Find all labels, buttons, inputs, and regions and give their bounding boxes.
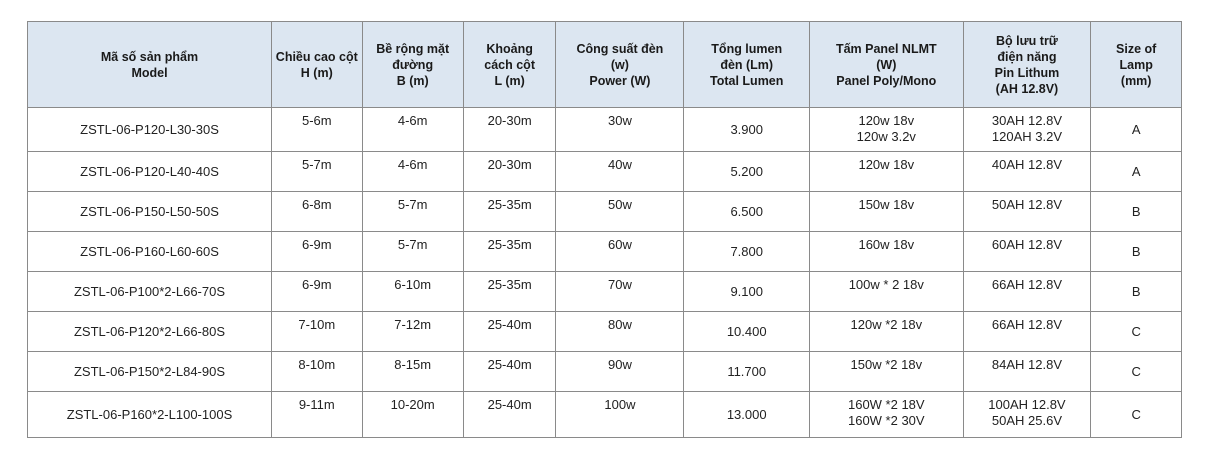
- header-text-line: L (m): [494, 73, 525, 88]
- lumen-cell: 10.400: [684, 312, 810, 352]
- header-solar-panel: [810, 22, 963, 108]
- panel-cell: [810, 108, 963, 152]
- panel-cell-line: 120w *2 18v: [850, 317, 923, 332]
- road-width-cell: 5-7m: [362, 192, 463, 232]
- header-text-line: cách cột: [484, 57, 535, 72]
- header-text-line: đèn (Lm): [720, 57, 774, 72]
- header-text-line: Tổng lumen: [711, 41, 783, 56]
- battery-cell-line: 100AH 12.8V: [988, 397, 1066, 412]
- distance-cell: 25-35m: [463, 272, 556, 312]
- battery-cell-line: 40AH 12.8V: [991, 157, 1062, 172]
- table-row: [28, 232, 1182, 272]
- panel-cell-line: 120w 3.2v: [856, 129, 916, 144]
- battery-cell: [963, 232, 1091, 272]
- road-width-cell: 4-6m: [362, 152, 463, 192]
- battery-cell-line: 60AH 12.8V: [991, 237, 1062, 252]
- panel-cell-line: 160W *2 18V: [847, 397, 925, 412]
- header-battery: [963, 22, 1091, 108]
- model-cell: ZSTL-06-P120*2-L66-80S: [28, 312, 272, 352]
- table-row: [28, 272, 1182, 312]
- size-cell: C: [1091, 392, 1182, 438]
- battery-cell: [963, 152, 1091, 192]
- header-lamp-power: [556, 22, 684, 108]
- distance-cell: 20-30m: [463, 108, 556, 152]
- panel-cell: [810, 312, 963, 352]
- panel-cell: [810, 192, 963, 232]
- lumen-cell: 9.100: [684, 272, 810, 312]
- height-cell: 5-6m: [272, 108, 363, 152]
- lumen-cell: 6.500: [684, 192, 810, 232]
- battery-cell: [963, 192, 1091, 232]
- road-width-cell: 6-10m: [362, 272, 463, 312]
- spec-table: [27, 21, 1182, 438]
- panel-cell: [810, 392, 963, 438]
- table-row: [28, 152, 1182, 192]
- header-total-lumen: [684, 22, 810, 108]
- header-road-width: [362, 22, 463, 108]
- header-text-line: Bộ lưu trữ: [996, 33, 1058, 48]
- panel-cell-line: 150w 18v: [858, 197, 915, 212]
- battery-cell-line: 120AH 3.2V: [991, 129, 1062, 144]
- model-cell: ZSTL-06-P150-L50-50S: [28, 192, 272, 232]
- battery-cell-line: 50AH 25.6V: [991, 413, 1062, 428]
- distance-cell: 25-40m: [463, 392, 556, 438]
- header-text-line: Mã số sản phẩm: [100, 49, 199, 64]
- distance-cell: 20-30m: [463, 152, 556, 192]
- header-text-line: Khoảng: [486, 41, 533, 56]
- model-cell: ZSTL-06-P120-L40-40S: [28, 152, 272, 192]
- model-cell: ZSTL-06-P150*2-L84-90S: [28, 352, 272, 392]
- panel-cell-line: 120w 18v: [858, 157, 915, 172]
- distance-cell: 25-35m: [463, 232, 556, 272]
- power-cell: 80w: [556, 312, 684, 352]
- header-lamp-size: [1091, 22, 1182, 108]
- panel-cell: [810, 152, 963, 192]
- table-body: [28, 108, 1182, 438]
- power-cell: 50w: [556, 192, 684, 232]
- battery-cell: [963, 352, 1091, 392]
- table-row: [28, 192, 1182, 232]
- battery-cell-line: 66AH 12.8V: [991, 317, 1062, 332]
- power-cell: 60w: [556, 232, 684, 272]
- power-cell: 40w: [556, 152, 684, 192]
- header-text-line: (w): [610, 57, 629, 72]
- power-cell: 100w: [556, 392, 684, 438]
- height-cell: 6-9m: [272, 232, 363, 272]
- header-text-line: đường: [392, 57, 434, 72]
- header-text-line: Tấm Panel NLMT: [835, 41, 937, 56]
- size-cell: C: [1091, 312, 1182, 352]
- size-cell: C: [1091, 352, 1182, 392]
- table-row: [28, 312, 1182, 352]
- size-cell: B: [1091, 192, 1182, 232]
- height-cell: 9-11m: [272, 392, 363, 438]
- battery-cell-line: 84AH 12.8V: [991, 357, 1062, 372]
- header-text-line: Total Lumen: [710, 73, 784, 88]
- power-cell: 30w: [556, 108, 684, 152]
- header-text-line: B (m): [396, 73, 429, 88]
- header-text-line: Pin Lithum: [994, 65, 1060, 80]
- panel-cell: [810, 232, 963, 272]
- road-width-cell: 8-15m: [362, 352, 463, 392]
- battery-cell-line: 30AH 12.8V: [991, 113, 1062, 128]
- header-text-line: Model: [131, 65, 168, 80]
- battery-cell-line: 50AH 12.8V: [991, 197, 1062, 212]
- height-cell: 7-10m: [272, 312, 363, 352]
- header-text-line: (W): [876, 57, 897, 72]
- panel-cell-line: 160w 18v: [858, 237, 915, 252]
- table-row: [28, 392, 1182, 438]
- spec-table-container: [27, 21, 1182, 438]
- model-cell: ZSTL-06-P100*2-L66-70S: [28, 272, 272, 312]
- header-height: [272, 22, 363, 108]
- panel-cell: [810, 272, 963, 312]
- height-cell: 8-10m: [272, 352, 363, 392]
- header-text-line: Panel Poly/Mono: [836, 73, 937, 88]
- table-row: [28, 108, 1182, 152]
- battery-cell-line: 66AH 12.8V: [991, 277, 1062, 292]
- header-text-line: Bề rộng mặt: [376, 41, 450, 56]
- panel-cell-line: 100w * 2 18v: [848, 277, 924, 292]
- lumen-cell: 7.800: [684, 232, 810, 272]
- size-cell: B: [1091, 232, 1182, 272]
- lumen-cell: 13.000: [684, 392, 810, 438]
- header-text-line: H (m): [300, 65, 333, 80]
- table-row: [28, 352, 1182, 392]
- header-model: [28, 22, 272, 108]
- battery-cell: [963, 108, 1091, 152]
- road-width-cell: 10-20m: [362, 392, 463, 438]
- size-cell: B: [1091, 272, 1182, 312]
- header-text-line: (AH 12.8V): [995, 81, 1059, 96]
- lumen-cell: 3.900: [684, 108, 810, 152]
- road-width-cell: 5-7m: [362, 232, 463, 272]
- power-cell: 70w: [556, 272, 684, 312]
- header-text-line: Power (W): [589, 73, 651, 88]
- battery-cell: [963, 312, 1091, 352]
- header-text-line: điện năng: [997, 49, 1057, 64]
- battery-cell: [963, 392, 1091, 438]
- model-cell: ZSTL-06-P120-L30-30S: [28, 108, 272, 152]
- distance-cell: 25-35m: [463, 192, 556, 232]
- distance-cell: 25-40m: [463, 352, 556, 392]
- panel-cell-line: 150w *2 18v: [850, 357, 923, 372]
- size-cell: A: [1091, 108, 1182, 152]
- size-cell: A: [1091, 152, 1182, 192]
- panel-cell: [810, 352, 963, 392]
- road-width-cell: 4-6m: [362, 108, 463, 152]
- power-cell: 90w: [556, 352, 684, 392]
- header-text-line: (mm): [1120, 73, 1152, 88]
- panel-cell-line: 160W *2 30V: [847, 413, 925, 428]
- lumen-cell: 11.700: [684, 352, 810, 392]
- header-text-line: Chiều cao cột: [275, 49, 358, 64]
- model-cell: ZSTL-06-P160*2-L100-100S: [28, 392, 272, 438]
- height-cell: 5-7m: [272, 152, 363, 192]
- table-header-row: [28, 22, 1182, 108]
- road-width-cell: 7-12m: [362, 312, 463, 352]
- height-cell: 6-9m: [272, 272, 363, 312]
- battery-cell: [963, 272, 1091, 312]
- header-pole-distance: [463, 22, 556, 108]
- header-text-line: Size of: [1116, 41, 1157, 56]
- panel-cell-line: 120w 18v: [858, 113, 915, 128]
- model-cell: ZSTL-06-P160-L60-60S: [28, 232, 272, 272]
- header-text-line: Công suất đèn: [576, 41, 664, 56]
- distance-cell: 25-40m: [463, 312, 556, 352]
- height-cell: 6-8m: [272, 192, 363, 232]
- lumen-cell: 5.200: [684, 152, 810, 192]
- header-text-line: Lamp: [1119, 57, 1153, 72]
